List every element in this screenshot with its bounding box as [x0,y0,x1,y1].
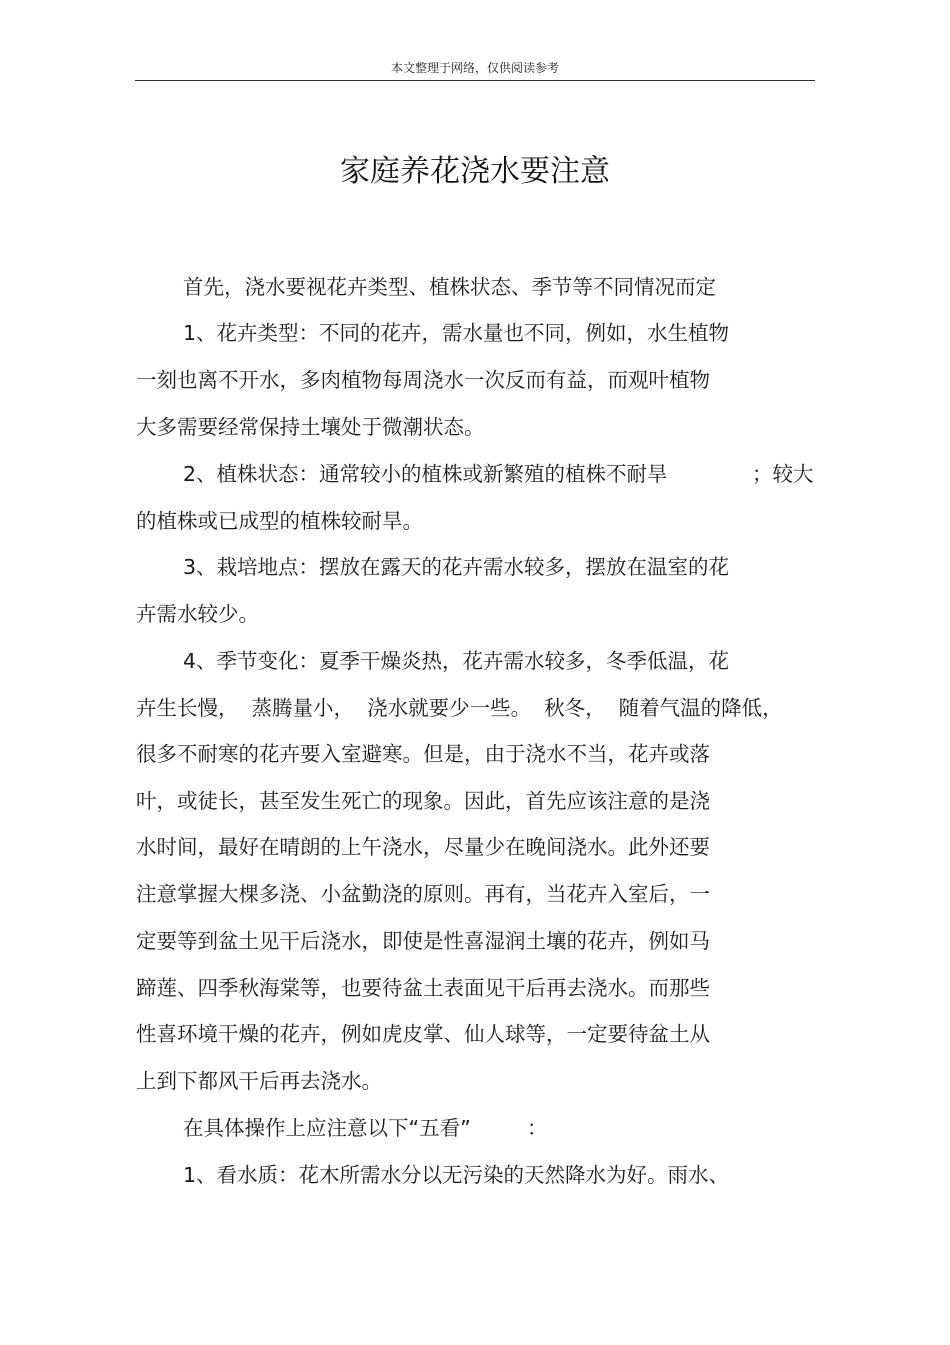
paragraph-line: 2、植株状态：通常较小的植株或新繁殖的植株不耐旱 [183,462,668,486]
paragraph-line: 的植株或已成型的植株较耐旱。 [136,509,423,533]
paragraph-line: 注意掌握大棵多浇、小盆勤浇的原则。再有，当花卉入室后，一 [136,882,710,906]
paragraph-line: 上到下都风干后再去浇水。 [136,1069,382,1093]
paragraph-line: 1、看水质：花木所需水分以无污染的天然降水为好。雨水、 [183,1163,730,1187]
paragraph-line: 卉需水较少。 [136,602,259,626]
paragraph-line: 大多需要经常保持土壤处于微潮状态。 [136,415,485,439]
paragraph-line: 在具体操作上应注意以下“五看” [183,1116,471,1140]
paragraph-line: 4、季节变化：夏季干燥炎热，花卉需水较多，冬季低温，花 [183,649,730,673]
paragraph-line: 首先，浇水要视花卉类型、植株状态、季节等不同情况而定 [183,275,716,299]
paragraph-line: 性喜环境干燥的花卉，例如虎皮掌、仙人球等，一定要待盆土从 [136,1022,710,1046]
paragraph-line: 水时间，最好在晴朗的上午浇水，尽量少在晚间浇水。此外还要 [136,835,710,859]
paragraph-line: 叶，或徒长，甚至发生死亡的现象。因此，首先应该注意的是浇 [136,789,710,813]
paragraph-line: 很多不耐寒的花卉要入室避寒。但是，由于浇水不当，花卉或落 [136,742,710,766]
paragraph-line: ： [527,1116,548,1140]
paragraph-line: ；较大 [752,462,814,486]
paragraph-line: 蹄莲、四季秋海棠等，也要待盆土表面见干后再去浇水。而那些 [136,976,710,1000]
paragraph-line: 一刻也离不开水，多肉植物每周浇水一次反而有益，而观叶植物 [136,368,710,392]
paragraph-line: 3、栽培地点：摆放在露天的花卉需水较多，摆放在温室的花 [183,555,730,579]
page-header-note: 本文整理于网络，仅供阅读参考 [390,61,559,75]
document-title: 家庭养花浇水要注意 [340,154,610,189]
paragraph-line: 定要等到盆土见干后浇水，即使是性喜湿润土壤的花卉，例如马 [136,929,710,953]
paragraph-line: 卉生长慢， 蒸腾量小， 浇水就要少一些。 秋冬， 随着气温的降低， [136,696,783,720]
paragraph-line: 1、花卉类型：不同的花卉，需水量也不同，例如，水生植物 [183,321,730,345]
header-divider [135,80,815,81]
